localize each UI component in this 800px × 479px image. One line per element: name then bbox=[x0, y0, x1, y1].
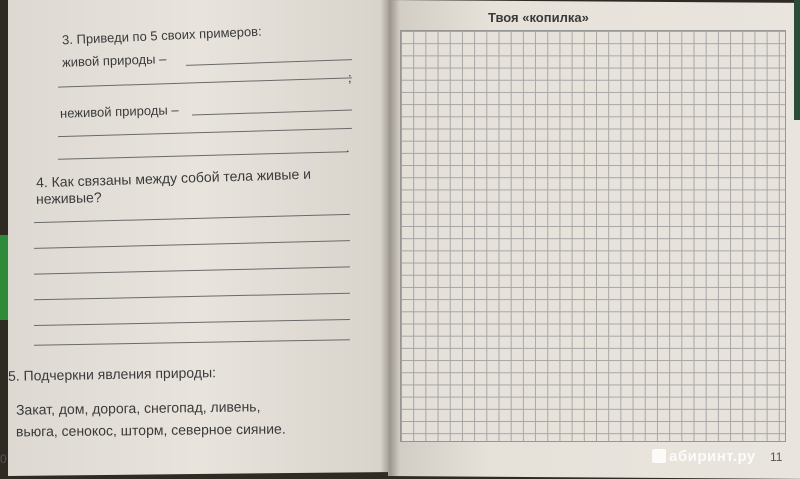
q5-items-line2: вьюга, сенокос, шторм, северное сияние. bbox=[15, 420, 286, 440]
q5-items-line1: Закат, дом, дорога, снегопад, ливень, bbox=[15, 398, 261, 418]
left-page-number: 0 bbox=[0, 452, 7, 466]
grid-notes-area[interactable] bbox=[400, 30, 786, 442]
kopilka-title: Твоя «копилка» bbox=[488, 10, 589, 25]
watermark-text: абиринт.ру bbox=[669, 448, 756, 465]
labirint-watermark bbox=[652, 448, 756, 465]
q4-heading-line2: неживые? bbox=[35, 189, 102, 207]
right-page-number: 11 bbox=[770, 450, 783, 464]
labirint-logo-icon bbox=[652, 449, 666, 463]
book-gutter bbox=[380, 0, 400, 476]
q5-heading: 5. Подчеркни явления природы: bbox=[7, 364, 217, 384]
q3-living-label: живой природы – bbox=[61, 51, 167, 70]
q4-heading-line1: 4. Как связаны между собой тела живые и bbox=[35, 165, 312, 191]
q3-semicolon: ; bbox=[348, 70, 352, 85]
book-cover-edge bbox=[794, 0, 800, 120]
q3-period: . bbox=[346, 140, 350, 155]
q3-nonliving-label: неживой природы – bbox=[59, 102, 179, 121]
q3-heading: 3. Приведи по 5 своих примеров: bbox=[61, 23, 262, 48]
